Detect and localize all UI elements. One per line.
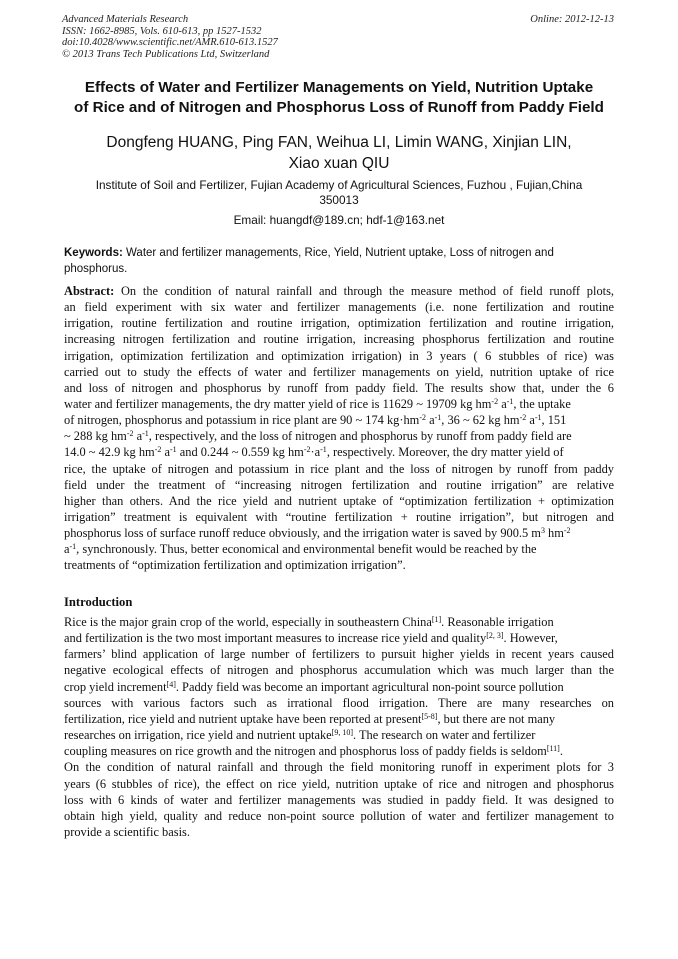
intro-line: obtain high yield, quality and reduce non-point source pollution of water and fertilizer management to	[64, 808, 614, 823]
author-email: Email: huangdf@189.cn; hdf-1@163.net	[233, 213, 445, 227]
intro-text: coupling measures on rice growth and the nitrogen and phosphorus loss of paddy fields is seldom	[64, 744, 547, 759]
abstract-line: carried out to study the effects of water and fertilizer managements on yield, nutrition uptake of rice	[64, 364, 614, 379]
journal-copyright: © 2013 Trans Tech Publications Ltd, Switzerland	[62, 48, 270, 60]
abstract-line	[64, 428, 614, 444]
intro-line: years (6 stubbles of rice), the effect on rice yield, nutrition uptake of rice and nitrogen and phosphorus	[64, 776, 614, 791]
affiliation-line-2: 350013	[319, 193, 359, 207]
abstract-line: treatments of “optimization fertilization and optimization irrigation”.	[64, 558, 406, 573]
intro-line	[64, 679, 614, 695]
intro-line: On the condition of natural rainfall and through the field monitoring runoff in experiment plots for 3	[64, 760, 614, 775]
paper-title	[56, 78, 622, 118]
citation-ref: [2, 3]	[486, 631, 504, 641]
keywords-label: Keywords:	[64, 247, 123, 259]
abstract-text: a	[529, 413, 535, 428]
abstract-line: irrigation” treatment is equivalent with “routine fertilization + routine irrigation”, but nitrogen and	[64, 510, 614, 525]
intro-line: farmers’ blind application of large number of fertilizers to pursuit higher yields in recent years caused	[64, 647, 614, 662]
abstract-line: increasing nitrogen fertilization and routine irrigation, increasing phosphorus fertilization and routine	[64, 332, 614, 347]
abstract-text: 14.0 ~ 42.9 kg hm	[64, 445, 155, 460]
title-line-2: of Rice and of Nitrogen and Phosphorus Loss of Runoff from Paddy Field	[74, 99, 604, 116]
title-line-1: Effects of Water and Fertilizer Managements on Yield, Nutrition Uptake	[84, 79, 594, 96]
journal-name: Advanced Materials Research	[62, 14, 189, 25]
abstract-line: rice, the uptake of nitrogen and potassium in rice plant and the loss of nitrogen by runoff from paddy	[64, 461, 614, 476]
abstract-text: a	[501, 396, 507, 411]
citation-ref: [9, 10]	[331, 728, 353, 738]
intro-line	[64, 743, 614, 759]
intro-text: . The research on water and fertilizer	[353, 728, 536, 743]
abstract-text: , respectively. Moreover, the dry matter yield of	[326, 445, 564, 460]
abstract-text: a	[429, 413, 435, 428]
online-date-text: Online: 2012-12-13	[530, 14, 614, 25]
intro-text: .	[559, 744, 563, 759]
abstract-line	[64, 444, 614, 460]
abstract-text: On the condition of natural rainfall and through the measure method of field runoff plots,	[114, 284, 614, 298]
abstract-line	[64, 396, 614, 412]
citation-ref: [5-8]	[421, 711, 438, 721]
superscript: 3	[540, 526, 545, 536]
abstract-label: Abstract:	[64, 284, 115, 298]
intro-line	[64, 711, 614, 727]
intro-line: provide a scientific basis.	[64, 824, 190, 839]
online-date	[530, 14, 614, 26]
superscript: -1	[69, 542, 77, 552]
abstract-text: and 0.244 ~ 0.559 kg hm	[179, 445, 304, 460]
abstract-text: a	[164, 445, 170, 460]
abstract-text: ~ 288 kg hm	[64, 429, 127, 444]
keywords-line-2: phosphorus.	[64, 262, 128, 275]
superscript: -1	[169, 445, 177, 455]
abstract-line: irrigation, optimization fertilization and optimization irrigation) in 3 years ( 6 stubbles of rice) was	[64, 348, 614, 363]
keywords-section	[64, 246, 614, 277]
intro-text: , but there are not many	[437, 711, 556, 726]
keywords-text-1: Water and fertilizer managements, Rice, Yield, Nutrient uptake, Loss of nitrogen and	[122, 247, 554, 259]
abstract-text: water and fertilizer managements, the dry matter yield of rice is 11629 ~ 19709 kg hm	[64, 396, 492, 411]
superscript: -1	[434, 413, 442, 423]
intro-text: Rice is the major grain crop of the world, especially in southeastern China	[64, 615, 432, 629]
intro-text: researches on irrigation, rice yield and nutrient uptake	[64, 728, 332, 743]
affiliation	[56, 178, 622, 208]
superscript: -2	[303, 445, 311, 455]
abstract-text: , synchronously. Thus, better economical and environmental benefit would be reached by the	[76, 542, 537, 557]
abstract-text: , 151	[541, 413, 567, 428]
abstract-text: ·a	[310, 445, 321, 460]
abstract-line: field under the treatment of “increasing nitrogen fertilization and routine irrigation” are relative	[64, 477, 614, 492]
abstract-section	[64, 283, 614, 574]
authors-line-1: Dongfeng HUANG, Ping FAN, Weihua LI, Limin WANG, Xinjian LIN,	[106, 134, 572, 151]
author-list	[56, 132, 622, 174]
intro-line: negative ecological effects of nitrogen and phosphorus accumulation which was much larger than the	[64, 663, 614, 678]
introduction-heading: Introduction	[64, 595, 133, 609]
journal-doi: doi:10.4028/www.scientific.net/AMR.610-613.1527	[62, 37, 278, 48]
intro-text: . Paddy field was become an important agricultural non-point source pollution	[175, 679, 564, 694]
superscript: -2	[154, 445, 162, 455]
abstract-text: , the uptake	[513, 396, 571, 411]
abstract-text: phosphorus loss of surface runoff reduce obviously, and the irrigation water is saved by 900.5 m	[64, 526, 541, 541]
superscript: -2	[491, 396, 499, 406]
affiliation-line-1: Institute of Soil and Fertilizer, Fujian Academy of Agricultural Sciences, Fuzhou , Fujian,China	[95, 178, 583, 192]
abstract-text: of nitrogen, phosphorus and potassium in rice plant are 90 ~ 174 kg·hm	[64, 413, 420, 428]
abstract-text: , 36 ~ 62 kg hm	[441, 413, 520, 428]
intro-text: . Reasonable irrigation	[441, 615, 554, 629]
citation-ref: [11]	[546, 744, 560, 754]
introduction-section	[64, 614, 614, 840]
superscript: -2	[419, 413, 426, 423]
intro-line	[64, 614, 614, 630]
abstract-line	[64, 541, 614, 557]
intro-line	[64, 630, 614, 646]
citation-ref: [4]	[166, 679, 176, 689]
intro-line	[64, 727, 614, 743]
abstract-text: hm	[548, 526, 564, 541]
citation-ref: [1]	[431, 615, 442, 624]
abstract-line	[64, 525, 614, 541]
superscript: -2	[126, 429, 134, 439]
abstract-line	[64, 412, 614, 428]
intro-line: sources with various factors such as irrational flood irrigation. There are many researches on	[64, 695, 614, 710]
superscript: -1	[534, 413, 542, 423]
abstract-line: higher than others. And the rice yield and nutrient uptake of “optimization fertilization + optimization	[64, 493, 614, 508]
superscript: -1	[506, 396, 514, 406]
authors-line-2: Xiao xuan QIU	[288, 155, 390, 172]
keywords-line-1	[64, 246, 614, 262]
intro-text: . However,	[503, 631, 558, 646]
abstract-text: , respectively, and the loss of nitrogen and phosphorus by runoff from paddy field are	[148, 429, 572, 444]
abstract-text: a	[136, 429, 143, 444]
intro-line: loss with 6 kinds of water and fertilizer managements was studied in paddy field. It was designed to	[64, 792, 614, 807]
abstract-text: a	[64, 542, 70, 557]
journal-issn: ISSN: 1662-8985, Vols. 610-613, pp 1527-1532	[62, 25, 262, 37]
abstract-line	[64, 283, 614, 299]
intro-text: fertilization, rice yield and nutrient uptake have been reported at present	[64, 711, 422, 726]
journal-header	[62, 14, 278, 60]
intro-text: crop yield increment	[64, 679, 167, 694]
abstract-line: irrigation, routine fertilization and routine irrigation, optimization fertilization and routine irrigation,	[64, 316, 614, 331]
intro-text: and fertilization is the two most important measures to increase rice yield and quality	[64, 631, 487, 646]
superscript: -2	[563, 526, 571, 536]
abstract-line: and loss of nitrogen and phosphorus by runoff from paddy field. The results show that, under the 6	[64, 380, 614, 395]
superscript: -2	[519, 413, 527, 423]
abstract-line: an field experiment with six water and fertilizer managements (i.e. none fertilization and routine	[64, 300, 614, 315]
superscript: -1	[320, 445, 327, 455]
superscript: -1	[142, 429, 149, 439]
